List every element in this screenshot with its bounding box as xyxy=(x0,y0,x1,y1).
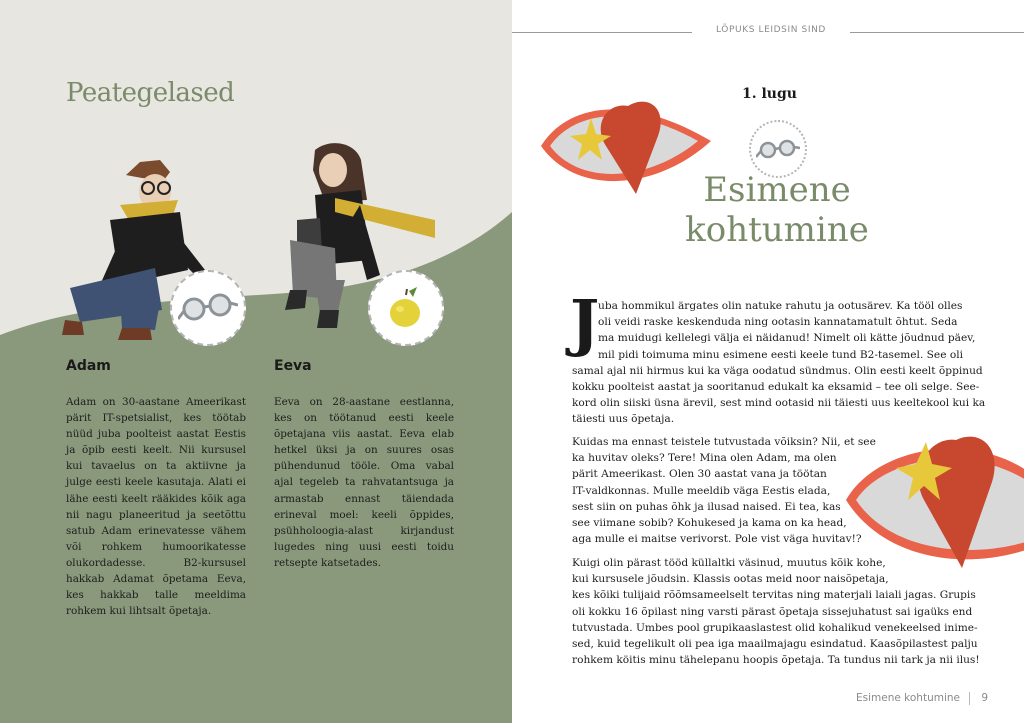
running-head-rule-left xyxy=(512,32,692,33)
story-title-line1: Esimene xyxy=(703,170,851,210)
text-line: mil pidi toimuma minu esimene eesti keele tund B2-tasemel. See oli xyxy=(598,348,963,361)
text-line: oli veidi raske keskenduda ning ootasin kannatamatult õhtut. Seda xyxy=(598,316,958,329)
paragraph-3 xyxy=(572,555,978,668)
text-line: kokku poolteist aastat ja sooritanud edukalt ka eksamid – tee oli selge. See- xyxy=(572,381,980,394)
text-line: see viimane sobib? Kohukesed ja kama on ka head, xyxy=(572,517,847,530)
story-number: 1. lugu xyxy=(742,86,797,102)
text-line: oli kokku 16 õpilast ning varsti pärast õpetaja sissejuhatust sai igaüks end xyxy=(572,605,973,618)
text-line: ma muidugi kellelegi välja ei näidanud! Nimelt oli kätte jõudnud päev, xyxy=(598,332,976,345)
text-line: täiesti uus õpetaja. xyxy=(572,413,675,426)
eeva-description: Eeva on 28-aastane eestlanna, kes on töötanud eesti keele õpetajana viis aastat. Eeva elab hetkel üksi ja on suures osas pühendunud tööle. Oma vabal ajal tegeleb ta rahvatantsuga ja armastab ennast täiendada erineval moel: keeli õppides, psühholoogia-alast kirjandust lugedes ning uusi eesti toidu retsepte katsetades. xyxy=(274,396,454,569)
text-line: sed, kuid tegelikult oli pea iga maailmajagu esindatud. Kaasõpilastest palju xyxy=(572,638,978,651)
eeva-name: Eeva xyxy=(274,358,312,374)
text-line: rohkem köitis minu tähelepanu hoopis õpetaja. Ta tundus nii tark ja nii ilus! xyxy=(572,654,980,667)
quince-fruit-icon xyxy=(381,283,431,333)
drop-cap: J xyxy=(570,286,600,359)
text-line: ka huvitav oleks? Tere! Mina olen Adam, ma olen xyxy=(572,452,837,465)
story-title-line2: kohtumine xyxy=(685,210,869,250)
text-line: uba hommikul ärgates olin natuke rahutu ja ootusärev. Ka tööl olles xyxy=(598,300,963,312)
footer-separator xyxy=(969,692,970,705)
story-title xyxy=(642,170,912,250)
heart-star-collage-right xyxy=(844,430,1024,570)
running-head xyxy=(512,22,1024,42)
adam-description: Adam on 30-aastane Ameerikast pärit IT-spetsialist, kes töötab nüüd juba poolteist aastat Eestis ja õpib eesti keelt. Nii kursusel kui tavaelus on ta aktiivne ja julge eesti keele kasutaja. Alati ei lähe eesti keelt rääkides kõik aga nii nagu planeeritud ja seetõttu satub Adam erinevatesse vähem või rohkem humoorikatesse olukordadesse. B2-kursusel hakkab Adamat õpetama Eeva, kes hakkab talle meeldima rohkem kui lihtsalt õpetaja. xyxy=(66,396,246,618)
text-line: pärit Ameerikast. Olen 30 aastat vana ja töötan xyxy=(572,468,827,481)
text-line: IT-valdkonnas. Mulle meeldib väga Eestis elada, xyxy=(572,484,831,497)
adam-glasses-badge xyxy=(170,270,246,346)
text-line: Kuidas ma ennast teistele tutvustada võiksin? Nii, et see xyxy=(572,436,876,448)
text-line: kui kursusele jõudsin. Klassis ootas meid noor naisõpetaja, xyxy=(572,573,889,586)
glasses-icon xyxy=(178,293,238,323)
paragraph-1 xyxy=(572,298,986,428)
glasses-icon xyxy=(756,139,800,159)
adam-name: Adam xyxy=(66,358,111,374)
footer-chapter-title: Esimene kohtumine xyxy=(856,692,960,704)
page-number: 9 xyxy=(981,692,988,704)
text-line: tutvustada. Umbes pool grupikaaslastest olid kohalikud venekeelsed inime- xyxy=(572,621,978,634)
paragraph-2 xyxy=(572,434,882,547)
eeva-quince-badge xyxy=(368,270,444,346)
text-line: kes kõiki tulijaid rõõmsameelselt tervitas ning materjali laiali jagas. Grupis xyxy=(572,589,976,602)
characters-heading: Peategelased xyxy=(66,78,235,108)
text-line: kord olin siiski üsna ärevil, sest mind ootasid nii täiesti uus keeltekool kui ka xyxy=(572,397,986,410)
text-line: samal ajal nii hirmus kui ka väga oodatud sündmus. Olin eesti keelt õppinud xyxy=(572,364,983,377)
text-line: Kuigi olin pärast tööd küllaltki väsinud, muutus kõik kohe, xyxy=(572,557,886,569)
text-line: sest siin on puhas õhk ja ilusad naised. Ei tea, kas xyxy=(572,500,841,513)
running-head-title: LÕPUKS LEIDSIN SIND xyxy=(716,25,826,35)
right-page xyxy=(512,0,1024,723)
text-line: aga mulle ei maitse verivorst. Pole vist väga huvitav!? xyxy=(572,533,862,546)
page-footer xyxy=(512,690,1024,708)
running-head-rule-right xyxy=(850,32,1024,33)
